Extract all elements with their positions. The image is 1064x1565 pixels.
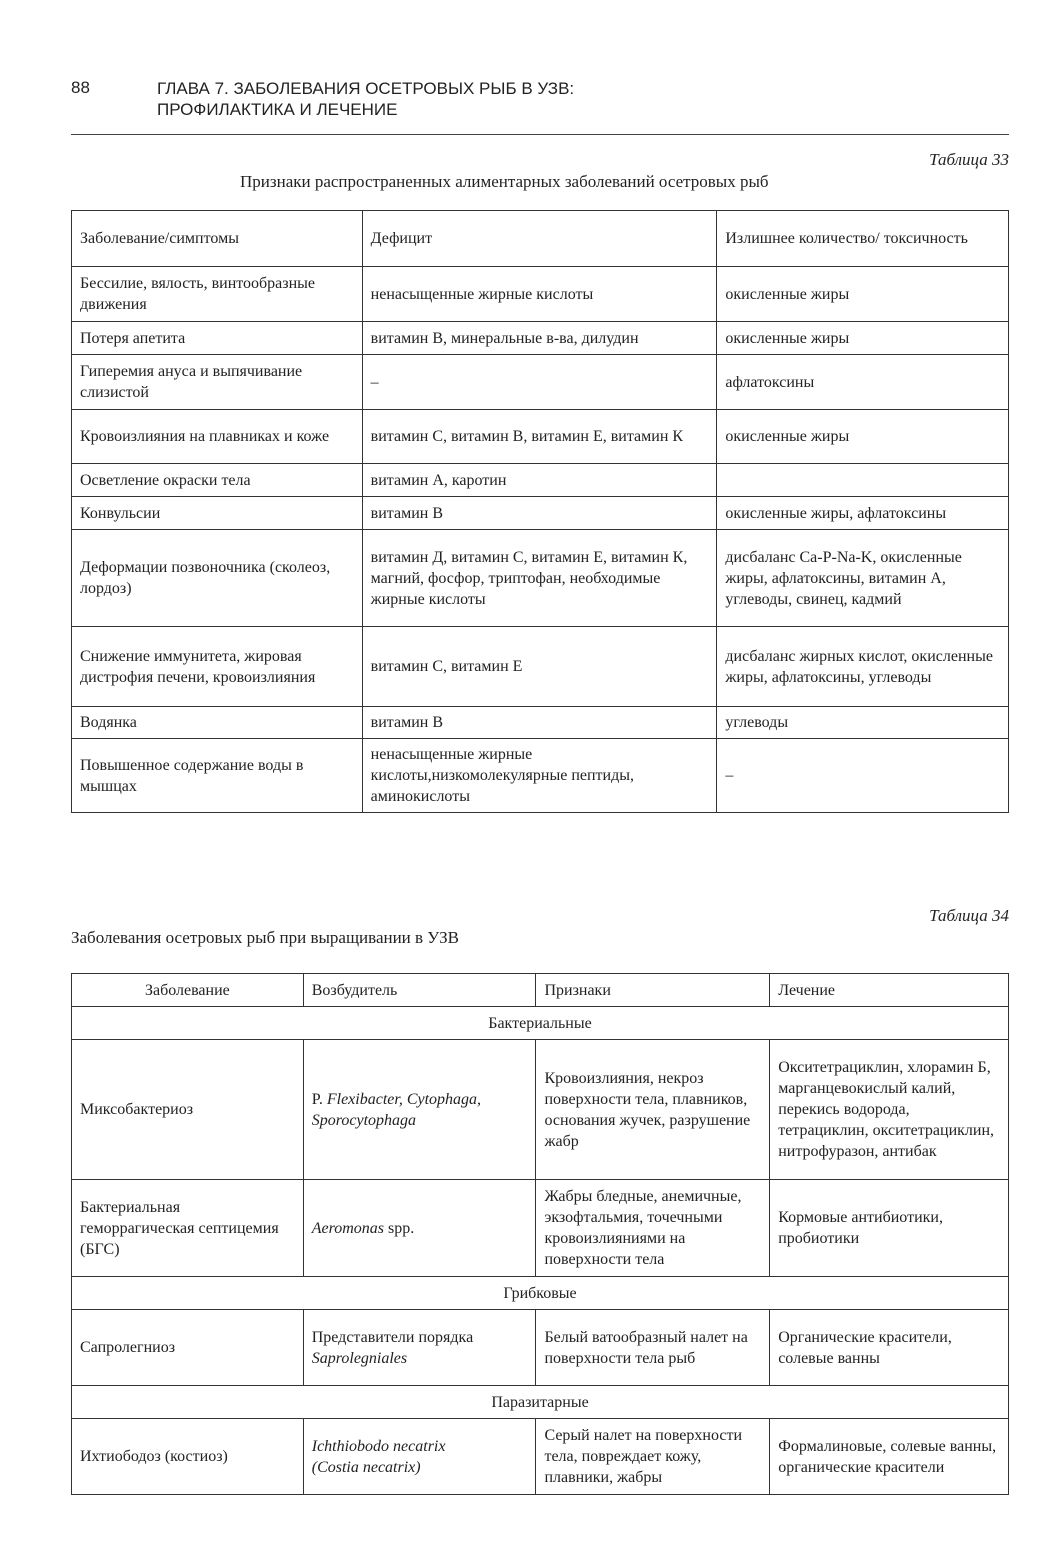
agent-cell: Ichthiobodo necatrix (Costia necatrix): [303, 1419, 536, 1495]
excess-cell: –: [717, 739, 1009, 813]
disease-cell: Сапролегниоз: [72, 1310, 304, 1386]
section-row: [72, 1007, 1009, 1040]
section-row: [72, 1277, 1009, 1310]
table33-caption: Признаки распространенных алиментарных заболеваний осетровых рыб: [240, 172, 769, 191]
deficit-cell: витамин Д, витамин С, витамин Е, витамин К, магний, фосфор, триптофан, необходимые жирные кислоты: [362, 530, 717, 627]
symptom-cell: Водянка: [72, 707, 363, 739]
deficit-cell: витамин С, витамин Е: [362, 627, 717, 707]
symptom-cell: Деформации позвоночника (сколеоз, лордоз): [72, 530, 363, 627]
table-row: [72, 1180, 1009, 1277]
deficit-cell: витамин С, витамин В, витамин Е, витамин К: [362, 410, 717, 464]
excess-cell: углеводы: [717, 707, 1009, 739]
symptom-cell: Конвульсии: [72, 497, 363, 530]
symptom-cell: Осветление окраски тела: [72, 464, 363, 497]
chapter-title-line2: ПРОФИЛАКТИКА И ЛЕЧЕНИЕ: [157, 100, 398, 119]
disease-cell: Миксобактериоз: [72, 1040, 304, 1180]
table-row: [72, 322, 1009, 355]
symptom-cell: Снижение иммунитета, жировая дистрофия печени, кровоизлияния: [72, 627, 363, 707]
signs-cell: Серый налет на поверхности тела, повреждает кожу, плавники, жабры: [536, 1419, 770, 1495]
symptom-cell: Кровоизлияния на плавниках и коже: [72, 410, 363, 464]
table-row: [72, 627, 1009, 707]
disease-cell: Ихтиободоз (костиоз): [72, 1419, 304, 1495]
deficit-cell: витамин В: [362, 707, 717, 739]
table34: [71, 973, 1009, 1495]
column-header: Излишнее количество/ токсичность: [717, 211, 1009, 267]
table-row: [72, 355, 1009, 410]
symptom-cell: Гиперемия ануса и выпячивание слизистой: [72, 355, 363, 410]
excess-cell: афлатоксины: [717, 355, 1009, 410]
section-title: Паразитарные: [72, 1386, 1009, 1419]
excess-cell: дисбаланс жирных кислот, окисленные жиры, афлатоксины, углеводы: [717, 627, 1009, 707]
column-header: Признаки: [536, 974, 770, 1007]
table33: [71, 210, 1009, 813]
chapter-title: [157, 78, 574, 120]
table-row: [72, 1040, 1009, 1180]
table-header-row: [72, 974, 1009, 1007]
deficit-cell: –: [362, 355, 717, 410]
treatment-cell: Формалиновые, солевые ванны, органические красители: [770, 1419, 1009, 1495]
treatment-cell: Окситетрациклин, хлорамин Б, марганцевокислый калий, перекись водорода, тетрациклин, окситетрациклин, нитрофуразон, антибак: [770, 1040, 1009, 1180]
column-header: Возбудитель: [303, 974, 536, 1007]
symptom-cell: Потеря апетита: [72, 322, 363, 355]
deficit-cell: витамин А, каротин: [362, 464, 717, 497]
table-row: [72, 707, 1009, 739]
deficit-cell: витамин В, минеральные в-ва, дилудин: [362, 322, 717, 355]
table34-label: Таблица 34: [929, 906, 1009, 925]
column-header: Дефицит: [362, 211, 717, 267]
agent-cell: Представители порядка Saprolegniales: [303, 1310, 536, 1386]
table34-caption: Заболевания осетровых рыб при выращивании в УЗВ: [71, 928, 459, 947]
table-row: [72, 497, 1009, 530]
agent-cell: P. Flexibacter, Cytophaga, Sporocytophaga: [303, 1040, 536, 1180]
excess-cell: окисленные жиры: [717, 267, 1009, 322]
table-header-row: [72, 211, 1009, 267]
table-row: [72, 1310, 1009, 1386]
table-row: [72, 1419, 1009, 1495]
table-row: [72, 410, 1009, 464]
deficit-cell: витамин В: [362, 497, 717, 530]
table33-label: Таблица 33: [929, 150, 1009, 169]
excess-cell: окисленные жиры, афлатоксины: [717, 497, 1009, 530]
excess-cell: окисленные жиры: [717, 322, 1009, 355]
table-row: [72, 464, 1009, 497]
table-row: [72, 267, 1009, 322]
section-title: Грибковые: [72, 1277, 1009, 1310]
signs-cell: Белый ватообразный налет на поверхности тела рыб: [536, 1310, 770, 1386]
page-header: [71, 74, 1009, 135]
excess-cell: дисбаланс Ca-P-Na-K, окисленные жиры, афлатоксины, витамин А, углеводы, свинец, кадмий: [717, 530, 1009, 627]
section-row: [72, 1386, 1009, 1419]
column-header: Лечение: [770, 974, 1009, 1007]
symptom-cell: Бессилие, вялость, винтообразные движения: [72, 267, 363, 322]
agent-cell: Aeromonas spp.: [303, 1180, 536, 1277]
symptom-cell: Повышенное содержание воды в мышцах: [72, 739, 363, 813]
table-row: [72, 530, 1009, 627]
deficit-cell: ненасыщенные жирные кислоты: [362, 267, 717, 322]
deficit-cell: ненасыщенные жирные кислоты,низкомолекулярные пептиды, аминокислоты: [362, 739, 717, 813]
excess-cell: окисленные жиры: [717, 410, 1009, 464]
disease-cell: Бактериальная геморрагическая септицемия (БГС): [72, 1180, 304, 1277]
column-header: Заболевание: [72, 974, 304, 1007]
signs-cell: Кровоизлияния, некроз поверхности тела, плавников, основания жучек, разрушение жабр: [536, 1040, 770, 1180]
table-row: [72, 739, 1009, 813]
treatment-cell: Органические красители, солевые ванны: [770, 1310, 1009, 1386]
excess-cell: [717, 464, 1009, 497]
column-header: Заболевание/симптомы: [72, 211, 363, 267]
page-number: 88: [71, 78, 90, 97]
section-title: Бактериальные: [72, 1007, 1009, 1040]
chapter-title-line1: ГЛАВА 7. ЗАБОЛЕВАНИЯ ОСЕТРОВЫХ РЫБ В УЗВ:: [157, 79, 575, 98]
treatment-cell: Кормовые антибиотики, пробиотики: [770, 1180, 1009, 1277]
signs-cell: Жабры бледные, анемичные, экзофтальмия, точечными кровоизлияниями на поверхности тела: [536, 1180, 770, 1277]
